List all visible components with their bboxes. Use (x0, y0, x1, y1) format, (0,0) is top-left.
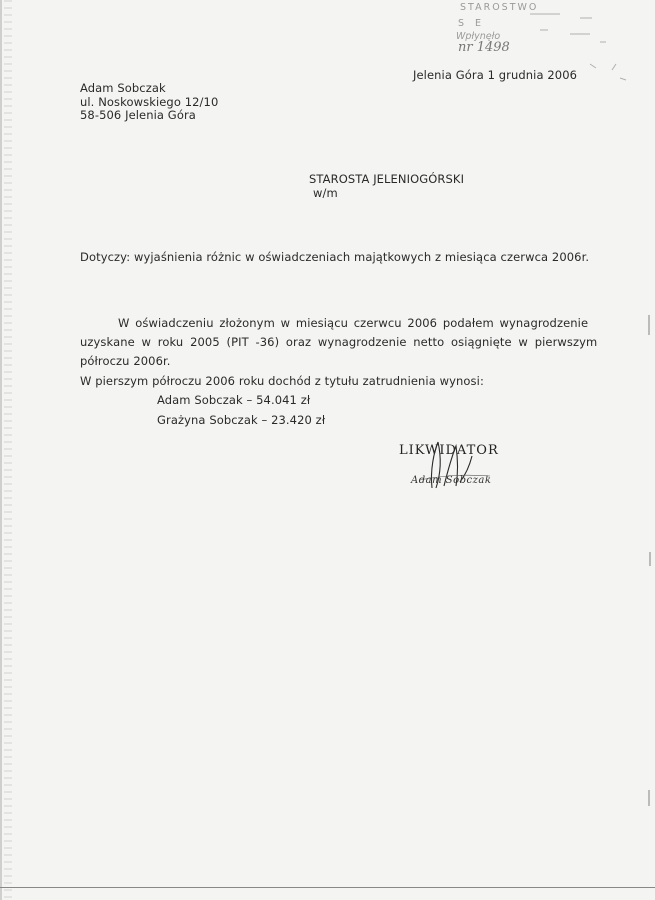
body-line-1: W oświadczeniu złożonym w miesiącu czerwcu 2006 podałem wynagrodzenie (118, 316, 589, 330)
body-line-2: uzyskane w roku 2005 (PIT -36) oraz wynagrodzenie netto osiągnięte w pierwszym (80, 335, 598, 349)
scan-bottom-edge (0, 887, 655, 888)
handwritten-signature (400, 430, 510, 500)
scan-mark (648, 790, 650, 806)
income-adam: Adam Sobczak – 54.041 zł (157, 393, 311, 407)
recipient-wm: w/m (313, 186, 338, 200)
stamp-line-3: Wpłynęło (456, 31, 501, 42)
scan-edge-texture (4, 0, 12, 900)
recipient-title: STAROSTA JELENIOGÓRSKI (309, 172, 465, 186)
income-grazyna: Grażyna Sobczak – 23.420 zł (157, 413, 326, 427)
sender-name: Adam Sobczak (80, 81, 166, 95)
signature-name: Adam Sobczak (411, 475, 492, 486)
scan-mark (649, 552, 651, 566)
stamp-number: nr 1498 (458, 40, 510, 55)
body-line-3: półroczu 2006r. (80, 354, 171, 368)
signature-title: LIKWIDATOR (399, 443, 499, 458)
sender-city: 58-506 Jelenia Góra (80, 108, 196, 122)
scan-edge (0, 0, 2, 900)
place-date-text: Jelenia Góra 1 grudnia 2006 (413, 68, 578, 82)
body-line-4: W pierszym półroczu 2006 roku dochód z tytułu zatrudnienia wynosi: (80, 374, 484, 388)
stamp-line-1: STAROSTWO (460, 2, 539, 13)
stamp-line-2: S E (458, 18, 486, 29)
place-date (413, 68, 577, 82)
sender-street: ul. Noskowskiego 12/10 (80, 95, 219, 109)
scan-mark (648, 315, 650, 335)
subject-line: Dotyczy: wyjaśnienia różnic w oświadczeniach majątkowych z miesiąca czerwca 2006r. (80, 250, 590, 264)
